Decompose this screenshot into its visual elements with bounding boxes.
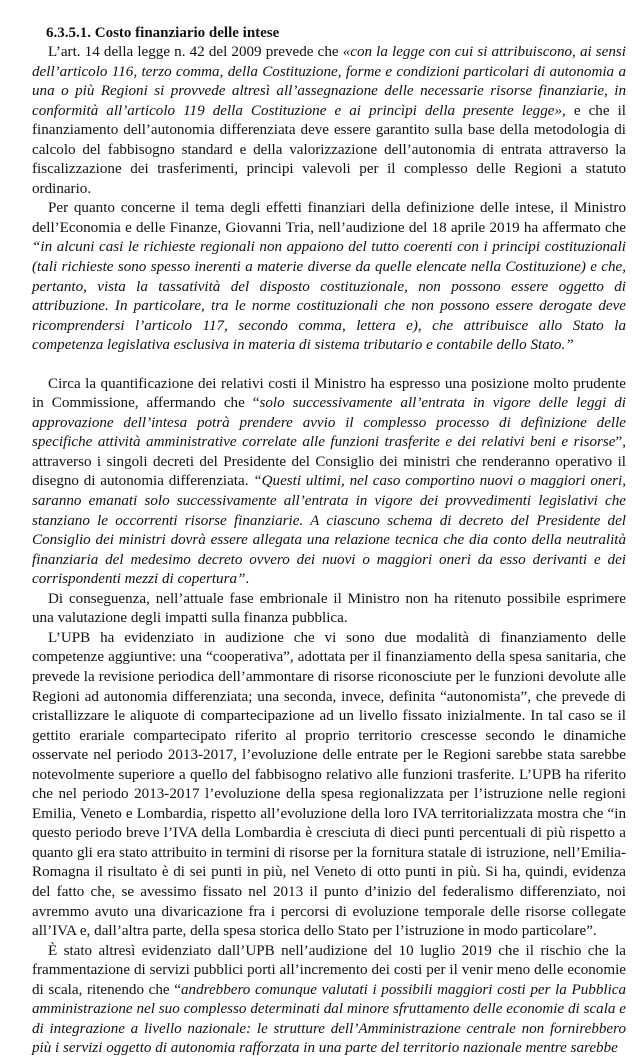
paragraph — [32, 199, 626, 355]
text-run: Circa la quantificazione dei relativi costi il Ministro ha espresso una posizione molto prudente in Commissione, affermando che “ — [32, 375, 626, 412]
text-run: Di conseguenza, nell’attuale fase embrionale il Ministro non ha ritenuto possibile esprimere una valutazione degli impatti sulla finanza pubblica. — [32, 590, 626, 627]
paragraph — [32, 590, 626, 629]
paragraph — [32, 43, 626, 199]
text-run: L’UPB ha evidenziato in audizione che vi sono due modalità di finanziamento delle competenze aggiuntive: una “cooperativa”, adottata per il finanziamento della spesa sanitaria, che prevede la revisione periodica dell’ammontare di risorse riconosciute per le funzioni devolute alle Regioni ad autonomia differenziata; una seconda, invece, definita “autonomista”, che prevede di cristallizzare le aliquote di compartecipazione ad un livello fissato inizialmente. In tal caso se il gettito erariale compartecipato riferito al proprio territorio crescesse secondo le dinamiche osservate nel periodo 2013-2017, l’evoluzione delle entrate per le Regioni sarebbe stata sarebbe notevolmente superiore a quello del fabbisogno relativo alle funzioni trasferite. L’UPB ha riferito che nel periodo 2013-2017 l’evoluzione della spesa regionalizzata per l’istruzione nelle regioni Emilia, Veneto e Lombardia, rispetto all’evoluzione della loro IVA territorializzata mostra che “in questo periodo breve l’IVA della Lombardia è cresciuta di dieci punti percentuali di più rispetto a quanto gli era stato attribuito in termini di risorse per la fornitura statale di istruzione, nell’Emilia-Romagna il risultato è di sei punti in più, nel Veneto di otto punti in più. Si ha, quindi, evidenza del fatto che, se avessimo fissato nel 2013 il punto d’inizio del federalismo differenziato, noi avremmo avuto una divaricazione fra i percorsi di evoluzione temporale delle risorse collegate all’IVA e, dall’altra parte, della spesa storica dello Stato per l’istruzione in modo particolare”. — [32, 629, 626, 940]
section-title: 6.3.5.1. Costo finanziario delle intese — [46, 25, 280, 41]
paragraph — [32, 942, 626, 1059]
quoted-text: “Questi ultimi, nel caso comportino nuovi o maggiori oneri, saranno emanati solo successivamente all’entrata in vigore dei provvedimenti legislativi che stanziano le occorrenti risorse finanziarie. A ciascuno schema di decreto del Presidente del Consiglio dei ministri dovrà essere allegata una relazione tecnica che dia conto della neutralità finanziaria del medesimo decreto ovvero dei nuovi o maggiori oneri da esso derivanti e dei corrispondenti mezzi di copertura” — [32, 473, 626, 588]
document-body — [32, 43, 626, 1059]
text-run: L’art. 14 della legge n. 42 del 2009 prevede che — [48, 44, 343, 60]
quoted-text: solo successivamente all’entrata in vigore delle leggi di approvazione dell’intesa potrà prendere avvio il complesso processo di definizione delle specifiche attività amministrative correlate alle funzioni trasferite e dei relativi beni e risorse — [32, 395, 627, 451]
quoted-text: andrebbero comunque valutati i possibili maggiori costi per la Pubblica amministrazione nel suo complesso determinati dal minore sfruttamento delle economie di scala e di integrazione a livello nazionale: le strutture dell’Amministrazione centrale non fornirebbero più i servizi oggetto di autonomia rafforzata in una parte del territorio nazionale mentre sarebbe — [32, 981, 627, 1057]
text-run: Per quanto concerne il tema degli effetti finanziari della definizione delle intese, il Ministro dell’Economia e delle Finanze, Giovanni Tria, nell’audizione del 18 aprile 2019 ha affermato che — [32, 200, 626, 236]
paragraph — [32, 629, 626, 942]
paragraph — [32, 375, 626, 590]
text-run: . — [245, 571, 250, 588]
text-run: , e che il finanziamento dell’autonomia differenziata deve essere garantito sulla base della metodologia di calcolo del fabbisogno standard e della valorizzazione dell’autonomia di entrata attraverso la fiscalizzazione dei trasferimenti, principi valevoli per il complesso delle Regioni a statuto ordinario. — [32, 102, 626, 197]
text-run: ”, attraverso i singoli decreti del Presidente del Consiglio dei ministri che renderanno operativo il disegno di autonomia differenziata. — [32, 434, 626, 490]
quoted-text: «con la legge con cui si attribuiscono, ai sensi dell’articolo 116, terzo comma, della Costituzione, forme e condizioni particolari di autonomia a una o più Regioni si provvede altresì all’assegnazione delle necessarie risorse finanziarie, in conformità all’articolo 119 della Costituzione e ai princìpi della presente legge» — [32, 44, 626, 119]
text-run: È stato altresì evidenziato dall’UPB nell’audizione del 10 luglio 2019 che il rischio che la frammentazione di servizi pubblici porti all’incremento dei costi per il venir meno delle economie di scala, ritenendo che “ — [32, 942, 626, 998]
paragraph-gap — [32, 356, 626, 375]
quoted-text: “in alcuni casi le richieste regionali non appaiono del tutto coerenti con i principi costituzionali (tali richieste sono spesso inerenti a materie diverse da quelle elencate nella Costituzione) e che, pertanto, vista la tassatività del disposto costituzionale, non possono essere oggetto di attribuzione. In particolare, tra le norme costituzionali che non possono essere derogate deve ricomprendersi l’articolo 117, secondo comma, lettera e), che attribuisce allo Stato la competenza legislativa esclusiva in materia di sistema tributario e contabile dello Stato.” — [32, 239, 626, 354]
